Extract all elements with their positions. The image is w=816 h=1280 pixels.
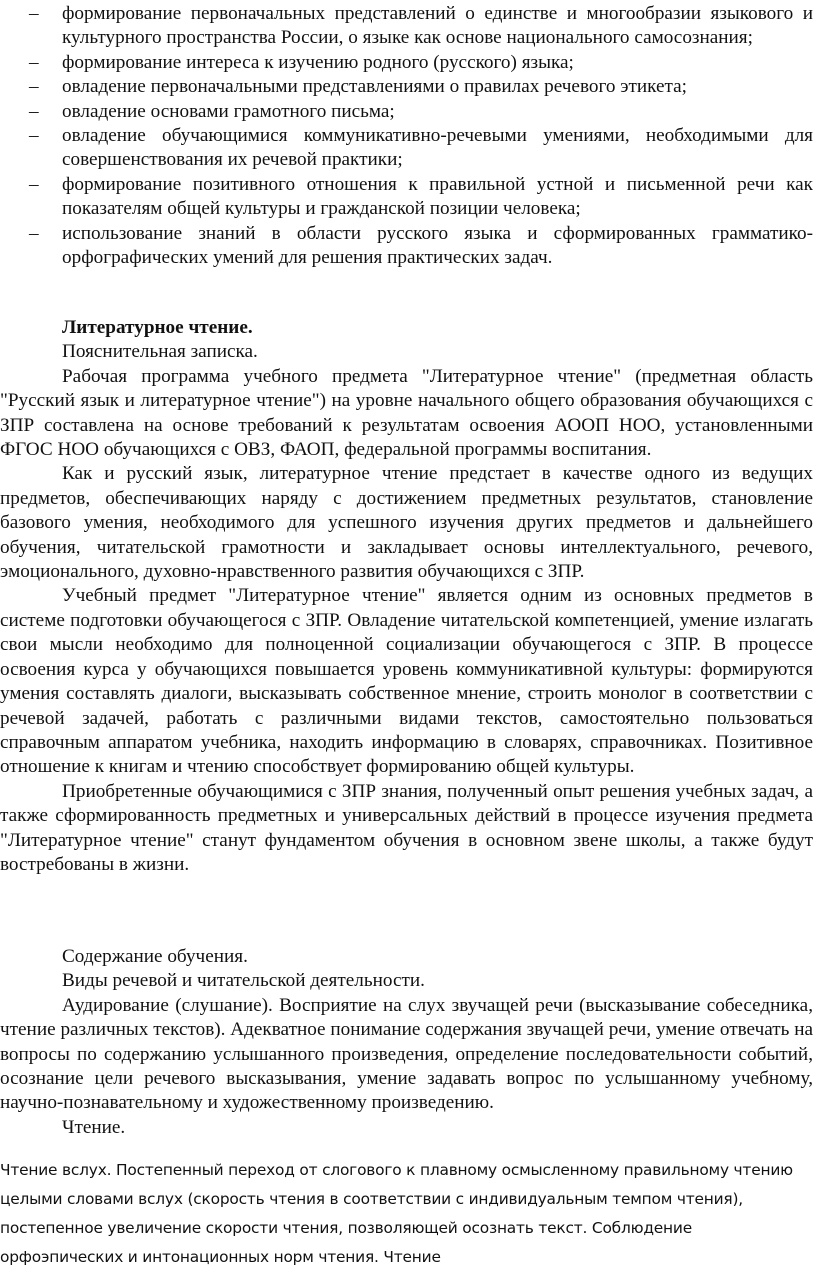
paragraph: Приобретенные обучающимися с ЗПР знания, полученный опыт решения учебных задач, а также сформированность предметных и универсальных действий в процессе изучения предмета "Литературное чтение" станут фундаментом обучения в основном звене школы, а также будут востребованы в жизни.	[0, 780, 813, 875]
list-item-text: формирование позитивного отношения к правильной устной и письменной речи как показателям общей культуры и гражданской позиции человека;	[62, 173, 813, 220]
explanatory-note-heading: Пояснительная записка.	[62, 341, 258, 363]
content-section	[0, 945, 813, 1140]
reading-line: постепенное увеличение скорости чтения, позволяющей осознать текст. Соблюдение	[0, 1219, 692, 1237]
list-item-text: использование знаний в области русского языка и сформированных грамматико-орфографических умений для решения практических задач.	[62, 222, 813, 269]
list-item	[0, 51, 816, 75]
reading-line: орфоэпических и интонационных норм чтения. Чтение	[0, 1248, 441, 1266]
list-item	[0, 222, 816, 271]
list-item	[0, 2, 816, 51]
reading-line: Чтение вслух. Постепенный переход от слогового к плавному осмысленному правильному чтению	[0, 1161, 793, 1179]
activities-heading: Виды речевой и читательской деятельности.	[62, 970, 425, 992]
list-item	[0, 124, 816, 173]
paragraph: Рабочая программа учебного предмета "Литературное чтение" (предметная область "Русский язык и литературное чтение") на уровне начального общего образования обучающихся с ЗПР составлена на основе требований к результатам освоения АООП НОО, установленными ФГОС НОО обучающихся с ОВЗ, ФАОП, федеральной программы воспитания.	[0, 365, 813, 461]
dash-bullet: –	[29, 125, 39, 147]
reading-heading: Чтение.	[62, 1116, 126, 1138]
paragraph: Учебный предмет "Литературное чтение" является одним из основных предметов в системе подготовки обучающегося с ЗПР. Овладение читательской компетенцией, умение излагать свои мысли необходимо для полноценной социализации обучающегося с ЗПР. В процессе освоения курса у обучающихся повышается уровень коммуникативной культуры: формируются умения составлять диалоги, высказывать собственное мнение, строить монолог в соответствии с речевой задачей, работать с различными видами текстов, самостоятельно пользоваться справочным аппаратом учебника, находить информацию в словарях, справочниках. Позитивное отношение к книгам и чтению способствует формированию общей культуры.	[0, 585, 813, 778]
dash-bullet: –	[29, 173, 39, 195]
reading-text	[0, 1156, 816, 1272]
list-item-text: формирование первоначальных представлений о единстве и многообразии языкового и культурного пространства России, о языке как основе национального самосознания;	[62, 3, 813, 49]
content-heading: Содержание обучения.	[62, 946, 248, 967]
dash-bullet: –	[29, 100, 39, 122]
paragraph: Как и русский язык, литературное чтение предстает в качестве одного из ведущих предметов, обеспечивающих наряду с достижением предметных результатов, становление базового умения, необходимого для успешного изучения других предметов и дальнейшего обучения, читательской грамотности и закладывает основы интеллектуального, речевого, эмоционального, духовно-нравственного развития обучающихся с ЗПР.	[0, 463, 813, 583]
dash-bullet: –	[29, 76, 39, 98]
reading-line: целыми словами вслух (скорость чтения в соответствии с индивидуальным темпом чтения),	[0, 1190, 743, 1208]
list-item	[0, 173, 816, 222]
list-item-text: формирование интереса к изучению родного (русского) языка;	[62, 51, 574, 73]
dash-bullet: –	[29, 222, 39, 244]
list-item	[0, 100, 816, 124]
dash-bullet: –	[29, 51, 39, 73]
literary-reading-section	[0, 316, 813, 877]
list-item	[0, 75, 816, 99]
listening-paragraph: Аудирование (слушание). Восприятие на слух звучащей речи (высказывание собеседника, чтение различных текстов). Адекватное понимание содержания звучащей речи, умение отвечать на вопросы по содержанию услышанного произведения, определение последовательности событий, осознание цели речевого высказывания, умение задавать вопрос по услышанному учебному, научно-познавательному и художественному произведению.	[0, 994, 813, 1114]
dash-bullet: –	[29, 3, 39, 24]
goals-list	[0, 2, 816, 270]
list-item-text: овладение первоначальными представлениями о правилах речевого этикета;	[62, 76, 687, 98]
list-item-text: овладение обучающимися коммуникативно-речевыми умениями, необходимыми для совершенствования их речевой практики;	[62, 125, 813, 171]
list-item-text: овладение основами грамотного письма;	[62, 100, 395, 122]
section-title: Литературное чтение.	[62, 317, 253, 338]
